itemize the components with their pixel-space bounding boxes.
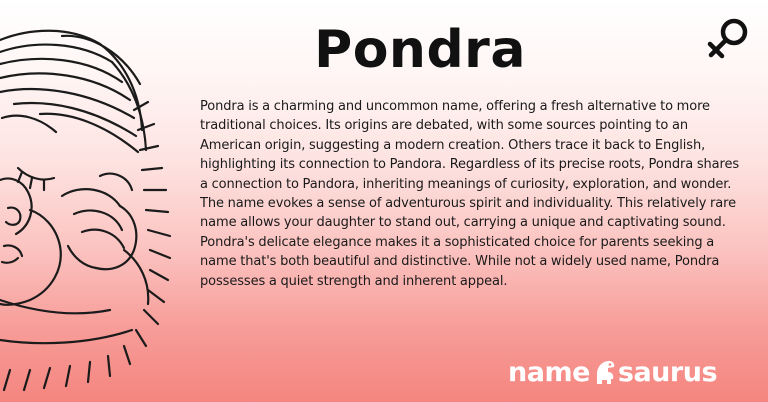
name-description: Pondra is a charming and uncommon name, offering a fresh alternative to more traditional choices. Its origins are debated, with some sources pointing to an American origin, suggesting a modern creation. Others trace it back to English, highlighting its connection to Pandora. Regardless of its precise roots, Pondra shares a connection to Pandora, inheriting meanings of curiosity, exploration, and wonder. The name evokes a sense of adventurous spirit and individuality. This relatively rare name allows your daughter to stand out, carrying a unique and captivating sound. Pondra's delicate elegance makes it a sophisticated choice for parents seeking a name that's both beautiful and distinctive. While not a widely used name, Pondra possesses a quiet strength and inherent appeal. bbox=[200, 99, 740, 289]
namesaurus-logo[interactable] bbox=[508, 356, 728, 390]
logo-text-name: name bbox=[508, 357, 590, 388]
logo-text-saurus: saurus bbox=[617, 357, 718, 388]
baby-name-title: Pondra bbox=[314, 20, 526, 80]
female-symbol-icon bbox=[705, 14, 751, 62]
dinosaur-icon bbox=[591, 358, 617, 388]
sleeping-baby-illustration bbox=[0, 0, 200, 402]
